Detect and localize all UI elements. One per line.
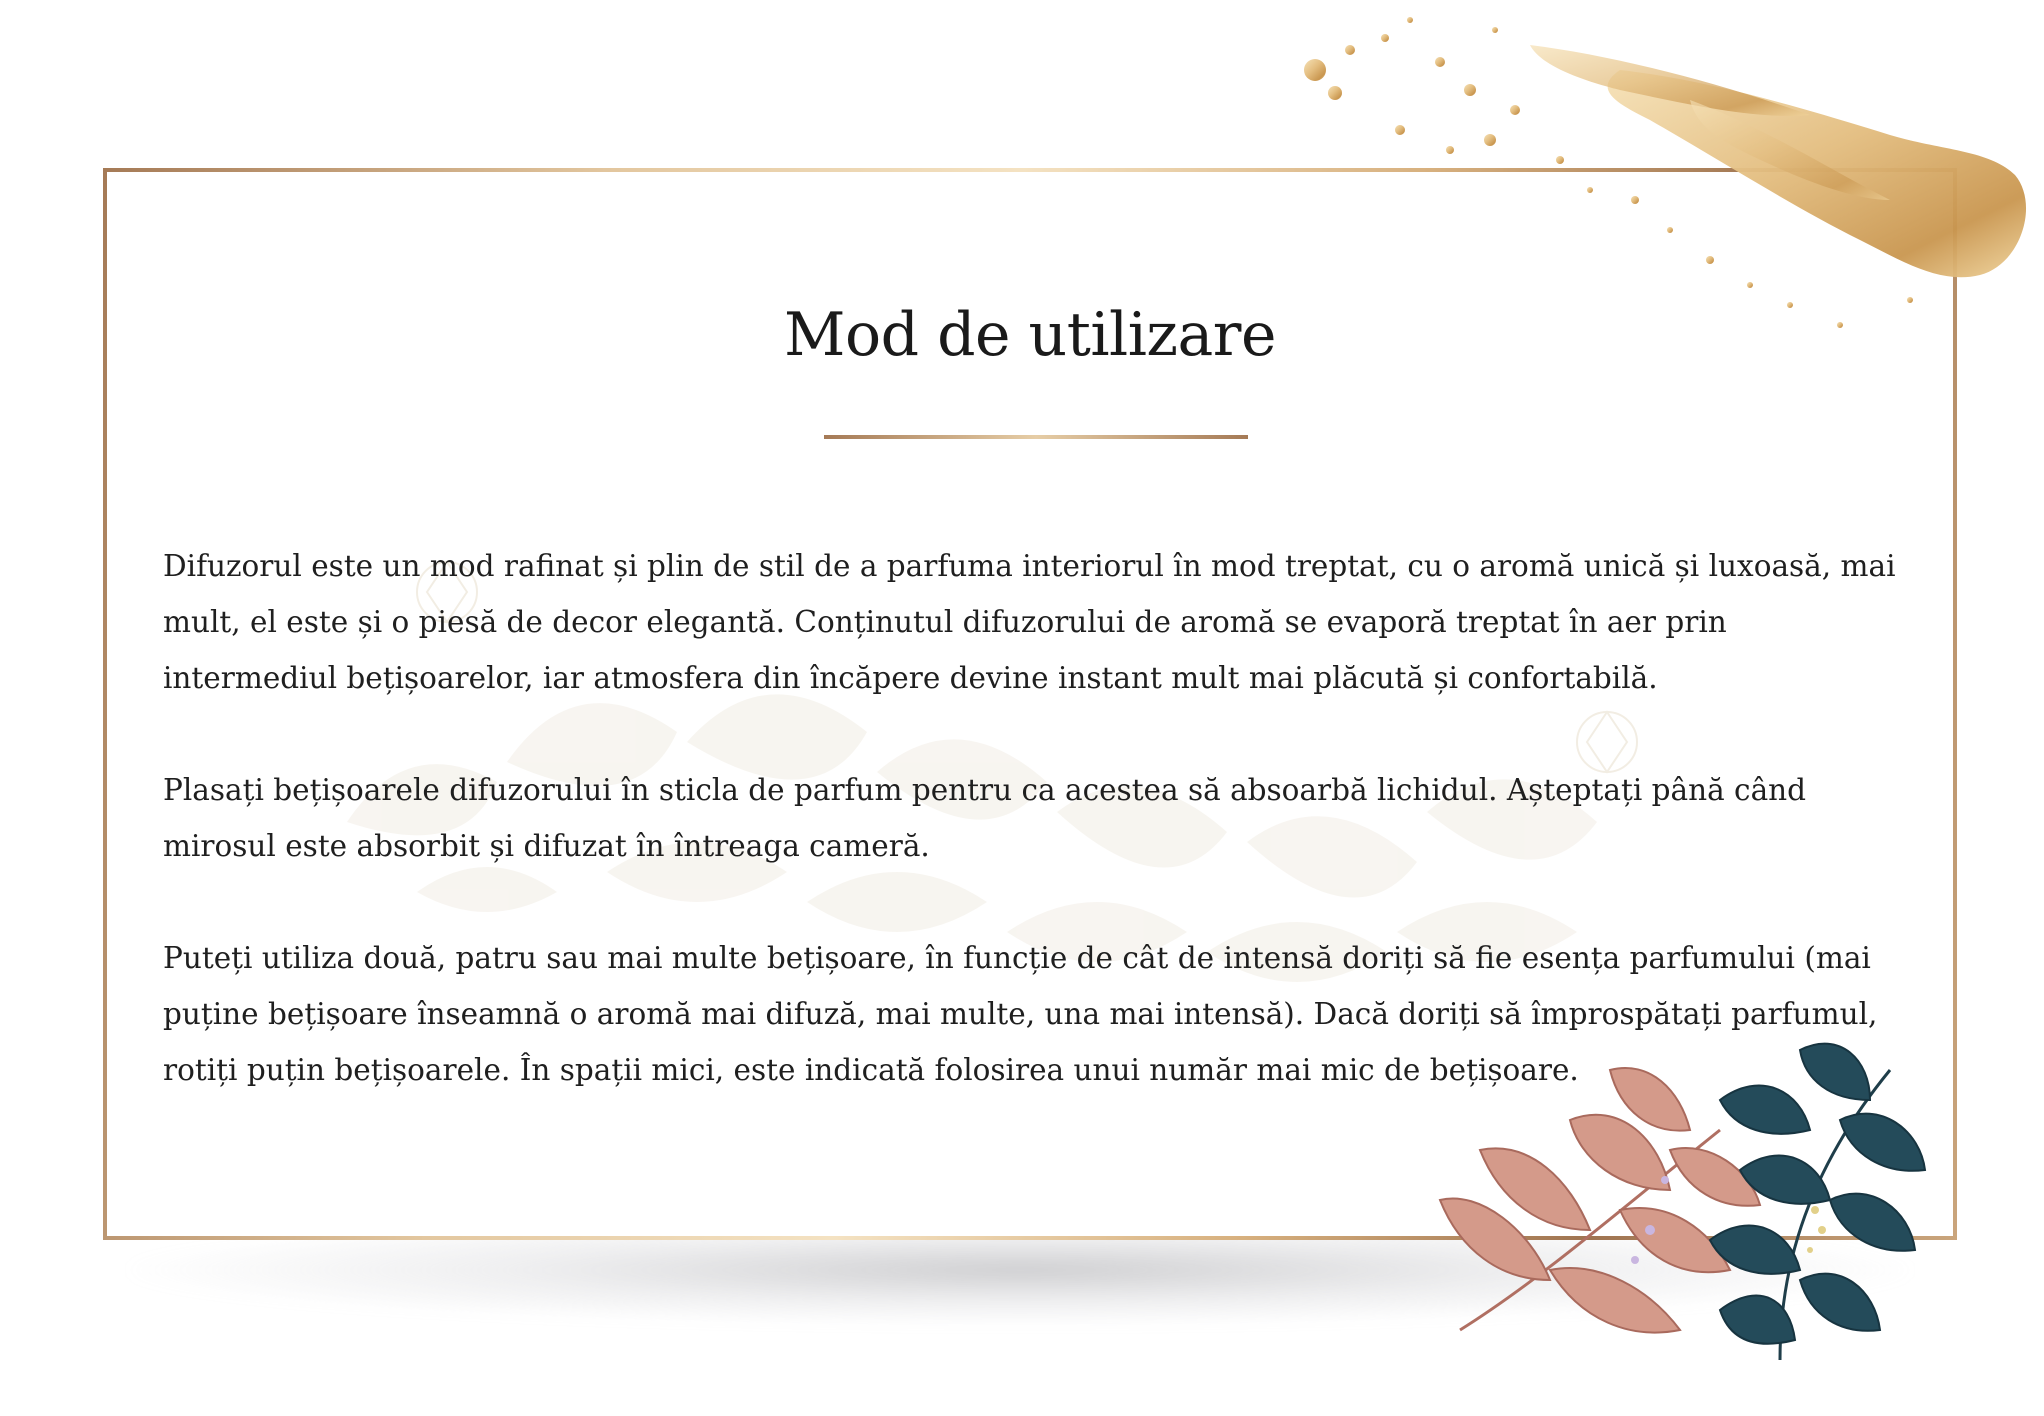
title-divider: [824, 435, 1248, 439]
paragraph-usage: Puteți utiliza două, patru sau mai multe bețișoare, în funcție de cât de intensă doriți să fie esența parfumului (mai puține bețișoare înseamnă o aromă mai difuză, mai multe, una mai intensă). Dacă doriți să împrospătați parfumul, rotiți puțin bețișoarele. În spații mici, este indicată folosirea unui număr mai mic de bețișoare.: [163, 941, 1878, 1087]
page-title: Mod de utilizare: [784, 300, 1276, 370]
paragraph-intro: Difuzorul este un mod rafinat și plin de stil de a parfuma interiorul în mod treptat, cu o aromă unică și luxoasă, mai mult, el este și o piesă de decor elegantă. Conținutul difuzorului de aromă se evaporă treptat în aer prin intermediul bețișoarelor, iar atmosfera din încăpere devine instant mult mai plăcută și confortabilă.: [163, 549, 1896, 695]
gold-splash-icon: [1290, 0, 2044, 340]
botanical-leaves-icon: [1420, 1030, 1940, 1390]
paragraph-placement: Plasați bețișoarele difuzorului în sticla de parfum pentru ca acestea să absoarbă lichidul. Așteptați până când mirosul este absorbit și difuzat în întreaga cameră.: [163, 773, 1807, 863]
